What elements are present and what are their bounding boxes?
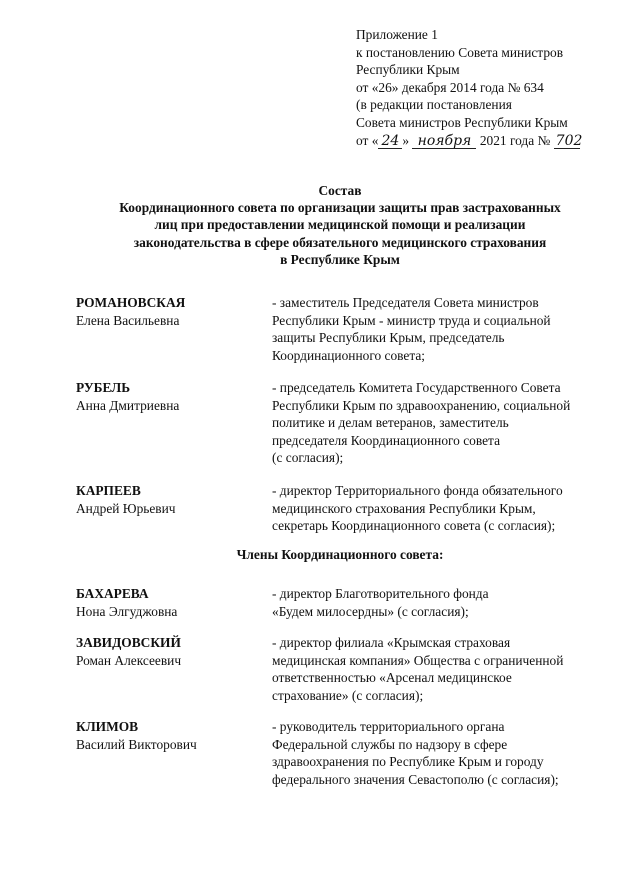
role-line: - директор Территориального фонда обязательного	[272, 483, 563, 498]
appendix-line-4: от «26» декабря 2014 года № 634	[356, 79, 544, 95]
role-line: политике и делам ветеранов, заместитель	[272, 415, 509, 431]
appendix-header	[356, 26, 626, 149]
role-line: федерального значения Севастополю (с согласия);	[272, 771, 559, 787]
appendix-line-7-prefix: от «	[356, 132, 379, 148]
role-line: - заместитель Председателя Совета министров	[272, 295, 539, 310]
appendix-line-7-mid2: 2021 года №	[476, 132, 554, 148]
role-line: Федеральной службы по надзору в сфере	[272, 736, 508, 752]
role-line: ответственностью «Арсенал медицинское	[272, 670, 512, 686]
role-line: медицинская компания» Общества с ограниченной	[272, 652, 564, 668]
role-line: - директор Благотворительного фонда	[272, 586, 489, 601]
member-role	[272, 585, 628, 620]
title-line-3: лиц при предоставлении медицинской помощи и реализации	[154, 217, 526, 233]
member-role	[272, 718, 628, 788]
role-line: председателя Координационного совета	[272, 432, 501, 448]
member-surname: БАХАРЕВА	[76, 586, 149, 601]
handwritten-month: ноября	[412, 134, 476, 149]
members-heading: Члены Координационного совета:	[236, 547, 444, 562]
member-given-name: Андрей Юрьевич	[76, 500, 176, 516]
member-given-name: Василий Викторович	[76, 736, 197, 752]
member-given-name: Нона Элгуджовна	[76, 603, 178, 619]
member-role	[272, 634, 628, 704]
appendix-line-6: Совета министров Республики Крым	[356, 114, 568, 130]
title-line-5: в Республике Крым	[280, 251, 400, 267]
role-line: страхование» (с согласия);	[272, 687, 424, 703]
role-line: - председатель Комитета Государственного Совета	[272, 380, 561, 395]
member-surname: КЛИМОВ	[76, 719, 139, 734]
appendix-line-7-mid1: »	[402, 132, 413, 148]
appendix-line-7	[356, 132, 626, 150]
member-surname: РОМАНОВСКАЯ	[76, 295, 186, 310]
role-line: (с согласия);	[272, 450, 344, 466]
appendix-line-3: Республики Крым	[356, 62, 460, 78]
member-surname: РУБЕЛЬ	[76, 380, 131, 395]
member-surname: ЗАВИДОВСКИЙ	[76, 635, 181, 650]
role-line: защиты Республики Крым, председатель	[272, 330, 505, 346]
handwritten-number: 702	[555, 132, 583, 149]
member-surname: КАРПЕЕВ	[76, 483, 141, 498]
member-role	[272, 482, 628, 535]
role-line: секретарь Координационного совета (с согласия);	[272, 518, 556, 534]
role-line: Республики Крым по здравоохранению, социальной	[272, 397, 571, 413]
role-line: - директор филиала «Крымская страховая	[272, 635, 511, 650]
role-line: - руководитель территориального органа	[272, 719, 505, 734]
member-given-name: Роман Алексеевич	[76, 652, 182, 668]
role-line: Координационного совета;	[272, 347, 426, 363]
member-given-name: Елена Васильевна	[76, 312, 180, 328]
member-given-name: Анна Дмитриевна	[76, 397, 180, 413]
role-line: «Будем милосердны» (с согласия);	[272, 603, 469, 619]
member-role	[272, 294, 628, 364]
appendix-line-5: (в редакции постановления	[356, 97, 512, 113]
appendix-line-2: к постановлению Совета министров	[356, 44, 564, 60]
title-line-1: Состав	[318, 183, 362, 198]
role-line: здравоохранения по Республике Крым и городу	[272, 754, 544, 770]
member-role	[272, 379, 628, 467]
role-line: медицинского страхования Республики Крым,	[272, 500, 536, 516]
role-line: Республики Крым - министр труда и социальной	[272, 312, 551, 328]
document-title	[60, 182, 620, 268]
appendix-line-1: Приложение 1	[356, 27, 438, 42]
title-line-2: Координационного совета по организации защиты прав застрахованных	[119, 200, 561, 216]
handwritten-day: 24	[378, 134, 402, 149]
title-line-4: законодательства в сфере обязательного медицинского страхования	[133, 234, 547, 250]
